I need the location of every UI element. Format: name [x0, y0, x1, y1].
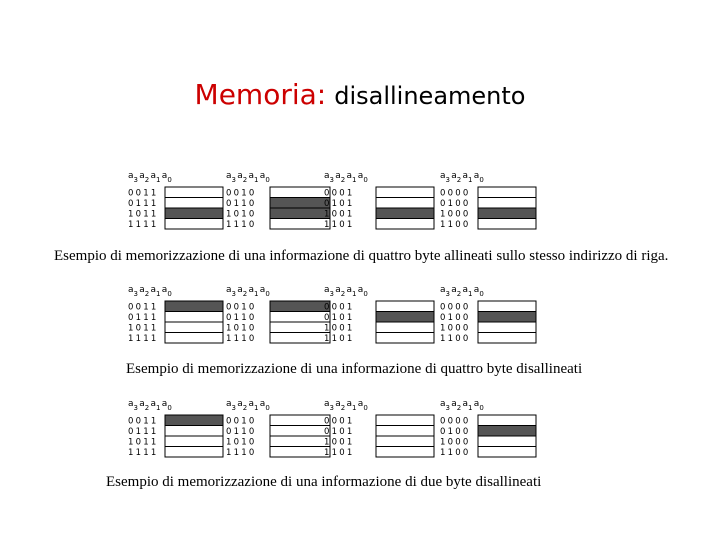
address-label: 1101	[324, 448, 355, 458]
address-label: 0100	[440, 313, 471, 323]
address-label: 1011	[128, 323, 159, 334]
address-label: 0000	[440, 188, 471, 199]
memory-cell-filled	[165, 415, 223, 426]
address-label: 0001	[324, 302, 355, 313]
memory-bank-2	[324, 399, 434, 458]
address-label: 1001	[324, 209, 355, 220]
address-header: $a_3$ $a_2$ $a_1$ $a_0$	[226, 399, 270, 412]
address-label: 1111	[128, 220, 159, 230]
address-label: 0011	[128, 416, 159, 427]
address-label: 1001	[324, 437, 355, 448]
address-header: $a_3$ $a_2$ $a_1$ $a_0$	[128, 171, 172, 184]
address-label: 1001	[324, 323, 355, 334]
address-label: 0011	[128, 302, 159, 313]
address-label: 0010	[226, 416, 257, 427]
memory-cell	[376, 426, 434, 437]
memory-cell	[270, 426, 330, 437]
address-label: 0010	[226, 188, 257, 199]
address-label: 0001	[324, 188, 355, 199]
memory-cell	[165, 426, 223, 437]
memory-bank-1	[226, 399, 330, 458]
address-label: 0111	[128, 313, 159, 323]
memory-cell	[376, 447, 434, 458]
address-header: $a_3$ $a_2$ $a_1$ $a_0$	[226, 285, 270, 298]
address-label: 1000	[440, 209, 471, 220]
title-main: Memoria:	[194, 78, 327, 111]
memory-cell	[478, 436, 536, 447]
address-label: 0011	[128, 188, 159, 199]
memory-cell	[376, 415, 434, 426]
address-header: $a_3$ $a_2$ $a_1$ $a_0$	[128, 285, 172, 298]
address-label: 1010	[226, 209, 257, 220]
address-label: 0101	[324, 313, 355, 323]
address-label: 0101	[324, 427, 355, 437]
address-header: $a_3$ $a_2$ $a_1$ $a_0$	[226, 171, 270, 184]
address-label: 1110	[226, 448, 257, 458]
memory-cell	[376, 436, 434, 447]
memory-bank-0	[128, 399, 223, 458]
caption-misaligned-two: Esempio di memorizzazione di una informazione di due byte disallineati	[106, 474, 542, 490]
address-label: 1110	[226, 334, 257, 344]
address-label: 1011	[128, 437, 159, 448]
memory-cell	[270, 447, 330, 458]
address-label: 0111	[128, 199, 159, 209]
address-header: $a_3$ $a_2$ $a_1$ $a_0$	[324, 171, 368, 184]
memory-cell	[270, 415, 330, 426]
address-header: $a_3$ $a_2$ $a_1$ $a_0$	[324, 399, 368, 412]
address-label: 0001	[324, 416, 355, 427]
memory-bank-3	[440, 399, 536, 458]
address-label: 1101	[324, 334, 355, 344]
address-label: 0110	[226, 313, 257, 323]
address-label: 1000	[440, 437, 471, 448]
address-label: 1010	[226, 437, 257, 448]
address-label: 1111	[128, 448, 159, 458]
address-label: 1110	[226, 220, 257, 230]
address-label: 1011	[128, 209, 159, 220]
address-header: $a_3$ $a_2$ $a_1$ $a_0$	[440, 285, 484, 298]
address-label: 0101	[324, 199, 355, 209]
caption-aligned: Esempio di memorizzazione di una informazione di quattro byte allineati sullo stesso indirizzo di riga.	[54, 248, 669, 264]
address-header: $a_3$ $a_2$ $a_1$ $a_0$	[324, 285, 368, 298]
memory-cell	[165, 436, 223, 447]
address-label: 1100	[440, 448, 471, 458]
address-label: 1000	[440, 323, 471, 334]
address-label: 0000	[440, 416, 471, 427]
caption-misaligned-four: Esempio di memorizzazione di una informazione di quattro byte disallineati	[126, 361, 583, 377]
address-header: $a_3$ $a_2$ $a_1$ $a_0$	[128, 399, 172, 412]
address-header: $a_3$ $a_2$ $a_1$ $a_0$	[440, 171, 484, 184]
address-label: 0110	[226, 427, 257, 437]
address-label: 0000	[440, 302, 471, 313]
address-label: 0010	[226, 302, 257, 313]
title-sub: disallineamento	[334, 82, 526, 110]
address-label: 1010	[226, 323, 257, 334]
address-header: $a_3$ $a_2$ $a_1$ $a_0$	[440, 399, 484, 412]
memory-cell	[165, 447, 223, 458]
memory-cell	[478, 447, 536, 458]
address-label: 0111	[128, 427, 159, 437]
memory-cell	[478, 415, 536, 426]
address-label: 0100	[440, 199, 471, 209]
address-label: 0100	[440, 427, 471, 437]
address-label: 1100	[440, 220, 471, 230]
memory-cell-filled	[478, 426, 536, 437]
address-label: 0110	[226, 199, 257, 209]
address-label: 1100	[440, 334, 471, 344]
address-label: 1101	[324, 220, 355, 230]
address-label: 1111	[128, 334, 159, 344]
memory-cell	[270, 436, 330, 447]
